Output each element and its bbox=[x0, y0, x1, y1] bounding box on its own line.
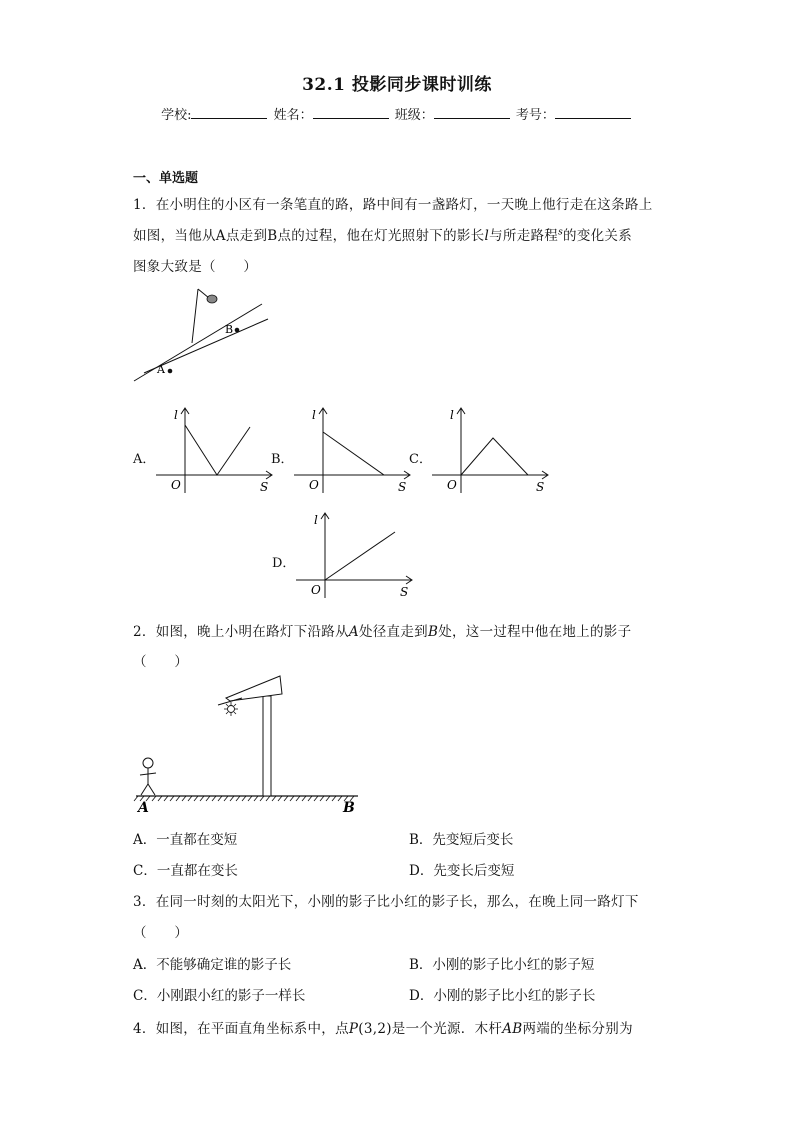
exam-no-blank[interactable] bbox=[555, 106, 631, 119]
ground-hatching bbox=[134, 796, 354, 801]
hatch-mark bbox=[302, 796, 306, 801]
y-label: l bbox=[312, 408, 316, 422]
y-label: l bbox=[174, 408, 178, 422]
q1-graph-b bbox=[288, 405, 418, 497]
hatch-mark bbox=[206, 796, 210, 801]
q3-option-c[interactable]: C．小刚跟小红的影子一样长 bbox=[133, 988, 306, 1004]
q2-line1-a: 2．如图，晚上小明在路灯下沿路从 bbox=[133, 624, 349, 640]
q1-line2 bbox=[133, 224, 632, 244]
class-label: 班级： bbox=[394, 108, 434, 123]
q2-line1-c: 处，这一过程中他在地上的影子 bbox=[438, 624, 632, 640]
q1-option-c-label[interactable]: C． bbox=[409, 452, 432, 467]
q1-line2-b: 与所走路程 bbox=[489, 228, 559, 244]
lamp-pole bbox=[192, 289, 198, 343]
name-blank[interactable] bbox=[313, 106, 389, 119]
point-b-label: B bbox=[343, 800, 355, 816]
q4-var-ab: AB bbox=[502, 1021, 523, 1037]
class-blank[interactable] bbox=[434, 106, 510, 119]
q2-line1-b: 处径直走到 bbox=[358, 624, 428, 640]
x-label: S bbox=[398, 480, 407, 494]
q1-var-l: l bbox=[484, 228, 490, 244]
x-label: S bbox=[260, 480, 269, 494]
lamp-arm bbox=[198, 289, 209, 298]
q1-line1: 1．在小明住的小区有一条笔直的路，路中间有一盏路灯，一天晚上他行走在这条路上 bbox=[133, 197, 653, 213]
q1-var-s: s bbox=[558, 227, 564, 238]
hatch-mark bbox=[332, 796, 336, 801]
y-label: l bbox=[314, 513, 318, 527]
hatch-mark bbox=[218, 796, 222, 801]
q1-graph-d bbox=[290, 510, 420, 602]
origin-label: O bbox=[447, 478, 457, 492]
q2-option-b[interactable]: B．先变短后变长 bbox=[409, 832, 514, 848]
q4-coord: (3,2) bbox=[358, 1021, 392, 1037]
graph-c-curve bbox=[461, 438, 528, 475]
q4-line1-c: 两端的坐标分别为 bbox=[522, 1021, 633, 1037]
hatch-mark bbox=[164, 796, 168, 801]
hatch-mark bbox=[254, 796, 258, 801]
q4-line1-b: 是一个光源．木杆 bbox=[391, 1021, 503, 1037]
q1-graph-c bbox=[426, 405, 556, 497]
hatch-mark bbox=[200, 796, 204, 801]
q1-graph-a bbox=[150, 405, 280, 497]
x-label: S bbox=[400, 585, 409, 599]
q2-var-a: A bbox=[348, 624, 359, 640]
point-a-label: A bbox=[138, 800, 149, 816]
hatch-mark bbox=[278, 796, 282, 801]
q4-var-p: P bbox=[348, 1021, 359, 1037]
hatch-mark bbox=[194, 796, 198, 801]
q2-line2: （ ） bbox=[133, 654, 189, 670]
point-a-dot bbox=[168, 369, 173, 374]
hatch-mark bbox=[320, 796, 324, 801]
hatch-mark bbox=[152, 796, 156, 801]
hatch-mark bbox=[176, 796, 180, 801]
hatch-mark bbox=[260, 796, 264, 801]
lamp-shade bbox=[226, 676, 282, 701]
q3-line1: 3．在同一时刻的太阳光下，小刚的影子比小红的影子长，那么，在晚上同一路灯下 bbox=[133, 894, 639, 910]
hatch-mark bbox=[326, 796, 330, 801]
q2-line1 bbox=[133, 620, 631, 640]
q2-var-b: B bbox=[427, 624, 439, 640]
origin-label: O bbox=[171, 478, 181, 492]
q1-road-figure bbox=[130, 285, 275, 385]
q1-line3: 图象大致是（ ） bbox=[133, 259, 258, 275]
q2-option-d[interactable]: D．先变长后变短 bbox=[409, 863, 515, 879]
lamp-bulb-icon bbox=[207, 295, 217, 303]
exam-no-label: 考号： bbox=[515, 108, 555, 123]
school-label: 学校: bbox=[161, 108, 192, 123]
q3-option-b[interactable]: B．小刚的影子比小红的影子短 bbox=[409, 957, 595, 973]
hatch-mark bbox=[314, 796, 318, 801]
q2-option-a[interactable]: A．一直都在变短 bbox=[133, 832, 238, 848]
hatch-mark bbox=[224, 796, 228, 801]
hatch-mark bbox=[230, 796, 234, 801]
student-info-row bbox=[0, 104, 794, 123]
school-blank[interactable] bbox=[191, 106, 267, 119]
section-heading: 一、单选题 bbox=[133, 171, 199, 186]
hatch-mark bbox=[170, 796, 174, 801]
hatch-mark bbox=[188, 796, 192, 801]
hatch-mark bbox=[158, 796, 162, 801]
q3-line2: （ ） bbox=[133, 925, 189, 941]
x-label: S bbox=[536, 480, 545, 494]
q2-option-c[interactable]: C．一直都在变长 bbox=[133, 863, 238, 879]
q1-option-d-label[interactable]: D． bbox=[272, 556, 296, 571]
q1-line2-a: 如图，当他从A点走到B点的过程，他在灯光照射下的影长 bbox=[133, 228, 485, 244]
hatch-mark bbox=[284, 796, 288, 801]
graph-b-curve bbox=[323, 432, 384, 475]
hatch-mark bbox=[236, 796, 240, 801]
q4-line1 bbox=[133, 1017, 633, 1037]
lamp-post bbox=[263, 696, 271, 796]
page-title: 32.1 投影同步课时训练 bbox=[302, 75, 492, 95]
point-b-dot bbox=[235, 328, 240, 333]
hatch-mark bbox=[212, 796, 216, 801]
hatch-mark bbox=[290, 796, 294, 801]
y-label: l bbox=[450, 408, 454, 422]
q1-option-a-label[interactable]: A． bbox=[133, 452, 156, 467]
hatch-mark bbox=[308, 796, 312, 801]
hatch-mark bbox=[272, 796, 276, 801]
person-stick-figure-icon bbox=[140, 758, 156, 795]
origin-label: O bbox=[309, 478, 319, 492]
origin-label: O bbox=[311, 583, 321, 597]
hatch-mark bbox=[242, 796, 246, 801]
q1-option-b-label[interactable]: B． bbox=[271, 452, 294, 467]
q1-line2-c: 的变化关系 bbox=[563, 228, 633, 244]
hatch-mark bbox=[182, 796, 186, 801]
name-label: 姓名： bbox=[273, 108, 313, 123]
graph-d-curve bbox=[325, 532, 395, 580]
hatch-mark bbox=[266, 796, 270, 801]
q2-lamp-figure bbox=[130, 672, 370, 822]
q3-option-d[interactable]: D．小刚的影子比小红的影子长 bbox=[409, 988, 596, 1004]
hatch-mark bbox=[248, 796, 252, 801]
hatch-mark bbox=[338, 796, 342, 801]
graph-a-curve bbox=[185, 425, 250, 475]
hatch-mark bbox=[296, 796, 300, 801]
point-a-label: A bbox=[157, 363, 165, 376]
q3-option-a[interactable]: A．不能够确定谁的影子长 bbox=[133, 957, 292, 973]
q4-line1-a: 4．如图，在平面直角坐标系中，点 bbox=[133, 1021, 349, 1037]
point-b-label: B bbox=[225, 323, 234, 336]
lamp-light-icon bbox=[224, 702, 238, 716]
